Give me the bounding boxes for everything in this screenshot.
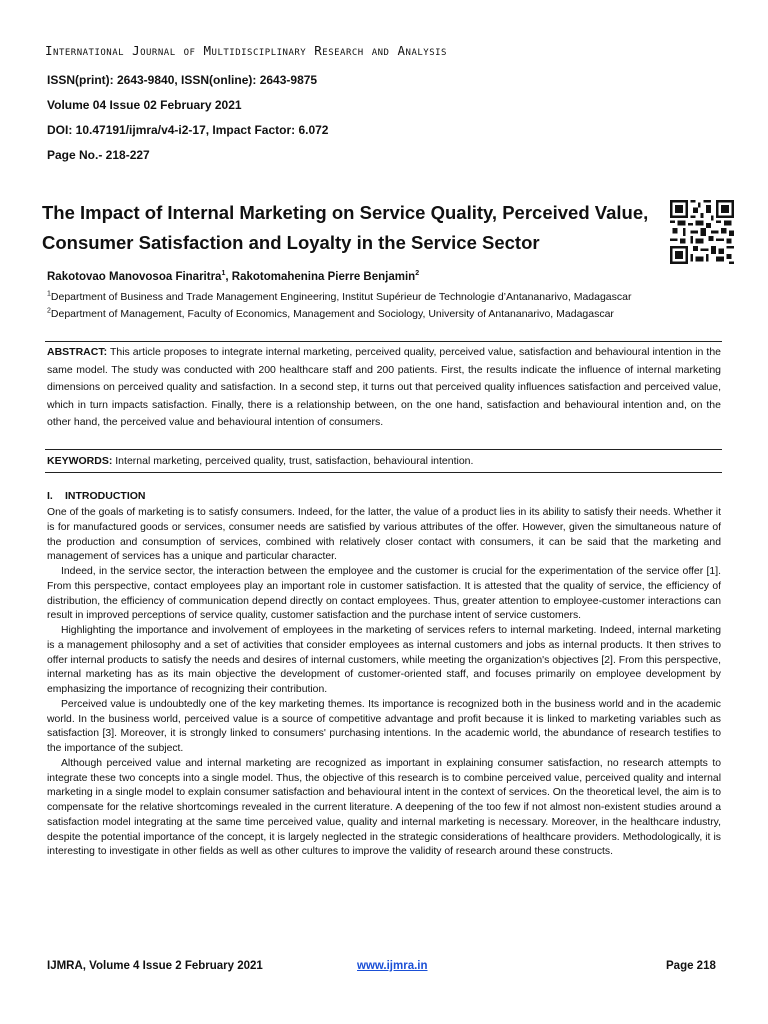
affiliation-marker: 2 xyxy=(47,307,51,315)
author-name: Rakotomahenina Pierre Benjamin xyxy=(231,271,416,283)
author-name: Rakotovao Manovosoa Finaritra xyxy=(47,271,222,283)
abstract xyxy=(47,344,721,432)
keywords xyxy=(47,455,721,467)
paragraph: One of the goals of marketing is to satisfy consumers. Indeed, for the latter, the value of a product lies in its ability to satisfy their needs. Whether it is for manufactured goods or services, consumer needs are satisfied by various attributes of the offer. However, given the simultaneous nature of the production and consumption of services, combined with relatively closer contact with consumers, it can be said that the marketing and management of services has a unique and particular character. xyxy=(47,507,721,563)
abstract-label: ABSTRACT: xyxy=(47,346,108,358)
author-list xyxy=(47,271,419,283)
doi-line: DOI: 10.47191/ijmra/v4-i2-17, Impact Factor: 6.072 xyxy=(47,123,329,137)
issn-line: ISSN(print): 2643-9840, ISSN(online): 2643-9875 xyxy=(47,73,318,87)
article-title: The Impact of Internal Marketing on Service Quality, Perceived Value, Consumer Satisfaction and Loyalty in the Service Sector xyxy=(42,202,649,253)
keywords-text: Internal marketing, perceived quality, trust, satisfaction, behavioural intention. xyxy=(115,455,474,467)
paragraph: Perceived value is undoubtedly one of the key marketing themes. Its importance is recognized both in the business world and in the academic world. In the business world, perceived value is a source of competitive advantage and profit because it is linked to marketing variables such as satisfaction [3]. Moreover, it is strongly linked to consumers' purchasing intentions. In the academic world, the abundance of research testifies to the importance of the subject. xyxy=(47,698,721,754)
footer-website-link[interactable]: www.ijmra.in xyxy=(357,960,428,972)
paragraph: Highlighting the importance and involvement of employees in the marketing of services refers to internal marketing. Indeed, internal marketing is a management philosophy and a set of activities that consider employees as internal customers and jobs as internal products. It then strives to offer internal products to satisfy the needs and desires of internal customers, while meeting the organization's objectives [2]. From this perspective, internal marketing has as its main objective the development of customer-oriented staff, and focuses primarily on employee development by emphasizing the importance of recognizing their contribution. xyxy=(47,625,721,695)
paragraph: Although perceived value and internal marketing are recognized as important in explaining consumer satisfaction, no research attempts to integrate these two concepts into a single model. Thus, the objective of this research is to combine perceived value, perceived quality and internal marketing in a single model to explain consumer satisfaction and behavioural intent in the context of services. On the theoretical level, the aim is to compensate for the relative shortcomings revealed in the current literature. A deepening of the too few if not almost non-existent studies around a satisfaction model integrating at the same time perceived value, quality and internal marketing is necessary. Moreover, in the healthcare industry, despite the potential importance of the concept, it is largely neglected in the strategic considerations of healthcare providers. Methodologically, it is interesting to investigate in other fields as well as other cultures to improve the validity of research around these constructs. xyxy=(47,757,721,858)
affiliation-marker: 1 xyxy=(221,270,226,278)
abstract-text: This article proposes to integrate internal marketing, perceived quality, perceived value, satisfaction and behavioural intention in the same model. The study was conducted with 200 healthcare staff and 200 patients. First, the results indicate the influence of internal marketing dimensions on perceived quality and satisfaction. In a second step, it turns out that perceived quality influences satisfaction and perceived value, which in turn impacts satisfaction. Finally, there is a relationship between, on the one hand, satisfaction and behavioural intention and, on the other hand, the perceived value and behavioural intention of consumers. xyxy=(47,346,722,429)
affiliation-text: Department of Management, Faculty of Economics, Management and Sociology, University of Antananarivo, Madagascar xyxy=(50,308,614,320)
section-number: I. xyxy=(47,490,53,502)
affiliation-2 xyxy=(47,308,614,320)
author-separator: , xyxy=(225,271,232,283)
section-heading xyxy=(47,490,146,502)
divider xyxy=(45,341,722,342)
affiliation-1 xyxy=(47,291,632,303)
divider xyxy=(45,449,722,450)
volume-line: Volume 04 Issue 02 February 2021 xyxy=(47,98,242,112)
page-range: Page No.- 218-227 xyxy=(47,148,150,162)
divider xyxy=(45,472,722,473)
affiliation-text: Department of Business and Trade Management Engineering, Institut Supérieur de Technologie d’Antananarivo, Madagascar xyxy=(50,291,632,303)
affiliation-marker: 1 xyxy=(47,290,51,298)
footer-citation: IJMRA, Volume 4 Issue 2 February 2021 xyxy=(47,960,263,972)
section-body xyxy=(47,506,721,860)
affiliation-marker: 2 xyxy=(415,270,420,278)
paragraph: Indeed, in the service sector, the interaction between the employee and the customer is crucial for the experimentation of the service offer [1]. From this perspective, contact employees play an important role in customer satisfaction. It is attested that the quality of service, the efficiency of distribution, the efficiency of communication depend directly on contact employees. Thus, greater attention to employee-customer interactions can result in improved perceptions of service quality, customer satisfaction and the purchase intent of service customers. xyxy=(47,566,721,622)
footer-page-number: Page 218 xyxy=(666,960,716,972)
section-title: INTRODUCTION xyxy=(65,490,146,502)
journal-name: International Journal of Multidisciplinary Research and Analysis xyxy=(45,43,447,58)
keywords-label: KEYWORDS: xyxy=(47,455,113,467)
qr-code-icon xyxy=(670,200,734,264)
